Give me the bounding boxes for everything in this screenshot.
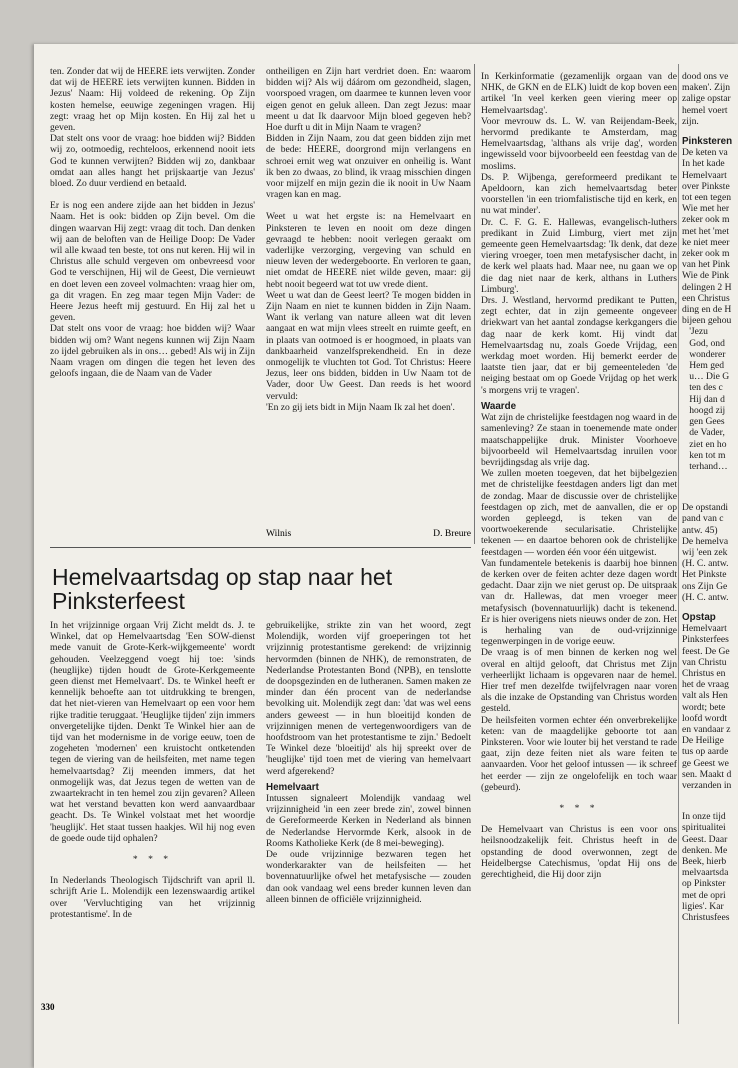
- page-number: 330: [41, 1002, 55, 1012]
- article-column-3: [481, 71, 677, 880]
- signature-place: Wilnis: [266, 528, 292, 539]
- cropped-line: ons Zijn Ge: [682, 580, 728, 592]
- article-column-4-cropped: [682, 71, 738, 923]
- paragraph: Dat stelt ons voor de vraag: hoe bidden wij? Waar bidden wij om? Want negens kunnen wij Zijn Naam zo ijdel gebruiken als in ons… gebed! Als wij in Zijn Naam vragen om dingen die tegen het leven des geloofs ingaan, die de Naam van de Vader: [50, 323, 255, 380]
- paragraph: Weet u wat dan de Geest leert? Te mogen bidden in Zijn Naam en niet te kunnen bidden in Zijn Naam. Want ik verlang van nature alleen wat dit leven aangaat en wat mijn vlees streelt en ruimte geeft, en in plaats van ootmoed is er hoogmoed, in plaats van dankbaarheid vanzelfsprekendheid. En in deze onmogelijk te vluchten tot God. Tot Christus: Heere Jezus, leer ons bidden, bidden in Uw Naam tot de Vader, door Uw Geest. Dan reeds is het woord vervuld:: [266, 289, 471, 402]
- cropped-line: Geest. Daar: [682, 833, 728, 845]
- cropped-line: In het kade: [682, 158, 725, 170]
- cropped-line: De Heilige: [682, 735, 724, 747]
- cropped-line: denken. Me: [682, 844, 728, 856]
- cropped-line: gen Gees: [682, 416, 725, 428]
- column-rule: [678, 64, 679, 1024]
- cropped-line: De keten va: [682, 147, 728, 159]
- paragraph: Bidden in Zijn Naam, zou dat geen bidden zijn met de bede: HEERE, doorgrond mijn verlangens en schroei ernit weg wat onzuiver en onheilig is. Want ik ben zo dwaas, zo blind, ik vraag misschien dingen voor mijzelf en mijn gezin die ik nooit in Uw Naam vragen kan en mag.: [266, 133, 471, 201]
- cropped-line: antw. 45): [682, 524, 718, 536]
- cropped-line: Hem ged: [682, 360, 725, 372]
- paragraph: In Nederlands Theologisch Tijdschrift van april ll. schrijft Arie L. Molendijk een lezenswaardig artikel over 'Vervluchtiging van het vrijzinnig protestantisme'. In de: [50, 875, 255, 920]
- cropped-line: bijeen gehou: [682, 315, 732, 327]
- section-divider: [50, 547, 471, 548]
- paragraph: De heilsfeiten vormen echter één onverbrekelijke keten: van de maagdelijke geboorte tot aan Pinksteren. Voor wie louter bij het verstand te rade gaat, zijn deze feiten niet als ware feiten te aanvaarden. Voor het geloof intussen — ik schreef het eerder — zijn ze ongelofelijk en toch waar (gebeurd).: [481, 714, 677, 793]
- paragraph: Dat stelt ons voor de vraag: hoe bidden wij? Bidden wij zo, ootmoedig, rechteloos, erkennend nooit iets God te kunnen verwijten? Bidden wij zo, dankbaar omdat aan alles hangt het prijskaartje van Jezus' bloed. Zo duur verdiend en betaald.: [50, 133, 255, 190]
- separator-stars: * * *: [559, 803, 599, 814]
- paragraph: Wat zijn de christelijke feestdagen nog waard in de samenleving? Ze staan in toenemende mate onder maatschappelijke druk. Minister Voorhoeve bijvoorbeeld wil Hemelvaartsdag inruilen voor bevrijdingsdag als vrije dag.: [481, 412, 677, 468]
- cropped-line: De opstandi: [682, 502, 729, 514]
- cropped-line: en vandaar z: [682, 723, 731, 735]
- cropped-line: Christus en: [682, 667, 726, 679]
- column-rule: [474, 64, 475, 544]
- cropped-line: In onze tijd: [682, 811, 726, 823]
- cropped-line: zeker ook m: [682, 248, 730, 260]
- cropped-line: het de vraag: [682, 679, 729, 691]
- subheading: Opstap: [682, 611, 716, 623]
- paragraph: Ds. P. Wijbenga, gereformeerd predikant te Apeldoorn, kan zich hemelvaartsdag beter voorstellen 'in een triomfalistische tijd en kerk, en nu wat minder'.: [481, 171, 677, 217]
- cropped-line: wordt; bete: [682, 701, 726, 713]
- paragraph: Dr. C. F. G. E. Hallewas, evangelisch-luthers predikant in Zuid Limburg, viert met zijn gemeente geen Hemelvaartsdag: 'Ik denk, dat deze viering vroeger, toen men metafysischer dacht, in de kerk wel plaats had. Maar nee, nu gaan we op die dag niet naar de kerk, althans in Luthers Limburg'.: [481, 216, 677, 295]
- article-column-5: [50, 620, 255, 920]
- cropped-line: loofd wordt: [682, 712, 728, 724]
- cropped-line: van Christu: [682, 656, 727, 668]
- paragraph: ontheiligen en Zijn hart verdriet doen. En: waarom bidden wij? Als wij dáárom om gezondheid, slagen, voorspoed vragen, om daarmee te kunnen leven voor eigen genot en geluk alleen. Dan zegt Jezus: maar meent u dat Ik daarvoor Mijn bloed gegeven heb? Hoe durft u dit in Mijn Naam te vragen?: [266, 66, 471, 134]
- cropped-line: (H. C. antw.: [682, 558, 729, 570]
- cropped-line: u… Die G: [682, 371, 730, 383]
- cropped-line: ten des c: [682, 382, 723, 394]
- cropped-line: ziet en ho: [682, 438, 727, 450]
- article-column-1: [50, 66, 255, 379]
- article-column-6: [266, 620, 471, 905]
- subheading: Pinksteren: [682, 136, 733, 148]
- cropped-line: met de opri: [682, 889, 726, 901]
- cropped-line: melvaartsda: [682, 867, 729, 879]
- cropped-line: een Christus: [682, 292, 730, 304]
- paragraph: De vraag is of men binnen de kerken nog wel overal en altijd gelooft, dat Christus met Zijn verheerlijkt lichaam is opgevaren naar de hemel. Hier tref men dezelfde twijfelvragen naar voren als die inzake de Opstanding van Christus worden gesteld.: [481, 647, 677, 715]
- cropped-line: van het Pink: [682, 259, 730, 271]
- paragraph: Intussen signaleert Molendijk vandaag wel vrijzinnigheid 'in een zeer brede zin', zowel binnen de Gereformeerde Kerken in Nederland als binnen de Nederlandse Hervormde Kerk, alsook in de Rooms Katholieke Kerk (de 8 mei-beweging).: [266, 793, 471, 849]
- cropped-line: hoogd zij: [682, 404, 726, 416]
- magazine-page: [34, 44, 738, 1068]
- cropped-line: God, ond: [682, 337, 725, 349]
- cropped-line: delingen 2 H: [682, 281, 732, 293]
- cropped-line: Christusfees: [682, 912, 730, 924]
- article-headline: Hemelvaartsdag op stap naar het Pinksterfeest: [52, 564, 393, 614]
- paragraph: De Hemelvaart van Christus is een voor ons heilsnoodzakelijk feit. Christus heeft in de opstanding de dood overwonnen, zegt de Heidelbergse Catechismus, 'opdat Hij ons de gerechtigheid, die Hij door zijn: [481, 824, 677, 881]
- cropped-line: 'Jezu: [682, 326, 708, 338]
- cropped-line: verzanden in: [682, 779, 732, 791]
- paragraph: Van fundamentele betekenis is daarbij hoe binnen de kerken over de feiten achter deze dagen wordt gedacht. Daar zijn we niet gerust op. De uitspraak van dr. Hallewas, dat men vroeger meer metafysisch (bovennatuurlijk) dacht is tekenend. Er is hier overigens niets nieuws onder de zon. Het is herhaling van de oud-vrijzinnige tegenwerpingen in de vorige eeuw.: [481, 557, 677, 648]
- cropped-line: (H. C. antw.: [682, 591, 729, 603]
- cropped-line: ke niet meer: [682, 236, 730, 248]
- cropped-line: hemel voert: [682, 104, 728, 116]
- cropped-column-content: [682, 71, 738, 923]
- cropped-line: Wie met her: [682, 203, 730, 215]
- cropped-line: tot een tegen: [682, 192, 732, 204]
- cropped-line: zijn.: [682, 115, 699, 127]
- cropped-line: de Vader,: [682, 427, 725, 439]
- cropped-line: Pinksterfees: [682, 634, 729, 646]
- cropped-line: ding en de H: [682, 304, 732, 316]
- paragraph: ten. Zonder dat wij de HEERE iets verwijten. Zonder dat wij de HEERE iets verwijten kunnen. Bidden in Jezus' Naam: Hij voldeed de rekening. Op Zijn kosten hemelse, eeuwige zegeningen vragen. Hij zegt: vraag het op Mijn kosten. En Hij zal het u geven.: [50, 66, 255, 134]
- cropped-line: Wie de Pink: [682, 270, 730, 282]
- cropped-line: ge Geest we: [682, 757, 729, 769]
- signature-author: D. Breure: [433, 528, 471, 539]
- signature: [266, 528, 471, 539]
- paragraph: In het vrijzinnige orgaan Vrij Zicht meldt ds. J. te Winkel, dat op Hemelvaartsdag 'Een SOW-dienst mede vanuit de Grote-Kerk-wijkgemeente' wordt gehouden. Veelzeggend voegt hij toe: 'sinds (heuglijke) tijden houdt de Grote-Kerkgemeente geen dienst met Hemelvaart'. Ds. te Winkel heeft er kennelijk behoefte aan tot uitdrukking te brengen, dat het niet-vieren van Hemelvaart op een voor hem rijke traditie teruggaat. 'Heuglijke tijden' zijn immers onvergetelijke tijden. Denkt Te Winkel hier aan de tijd van het modernisme in de vorige eeuw, toen de zogeheten 'modernen' een kruistocht ontketenden tegen de viering van de heilsfeiten, met name tegen hemelvaartsdag? Zij meenden immers, dat het onmogelijk was, dat Jezus tegen de wetten van de zwaartekracht in ten hemel zou zijn gevaren? Alleen wat het verstand bevatten kon werd aanvaardbaar geacht. Ds. Te Winkel volstaat met het woordje 'heuglijk'. Het staat tussen haakjes. Wil hij nog even de goede oude tijd ophalen?: [50, 620, 255, 844]
- cropped-line: Hemelvaart: [682, 169, 727, 181]
- paragraph: De oude vrijzinnige bezwaren tegen het wonderkarakter van de heilsfeiten — het bovennatuurlijke ofwel het metafysische — zouden dan ook vandaag wel eens breder kunnen leven dan alleen binnen de officiële vrijzinnigheid.: [266, 849, 471, 905]
- cropped-line: Het Pinkste: [682, 569, 727, 581]
- cropped-line: tus op aarde: [682, 746, 729, 758]
- cropped-line: Beek, hierb: [682, 856, 727, 867]
- cropped-line: op Pinkster: [682, 878, 726, 890]
- paragraph: gebruikelijke, strikte zin van het woord, zegt Molendijk, worden vijf groeperingen tot het vrijzinnig protestantisme gerekend: de vrijzinnig hervormden (binnen de NHK), de remonstraten, de Nederlandse Protestanten Bond (NPB), en tenslotte de doopsgezinden en de lutheranen. Samen maken ze minder dan één procent van de nederlandse bevolking uit. Molendijk zegt dan: 'dat was wel eens anders geweest — in hun bloeitijd konden de vrijzinnigen menen de vertegenwoordigers van de hoofdstroom van het protestantisme te zijn.' Bedoelt Te Winkel deze 'bloeitijd' als hij spreekt over de 'heuglijke' tijd toen met de viering van hemelvaart werd afgerekend?: [266, 620, 471, 777]
- cropped-line: pand van c: [682, 513, 724, 525]
- paragraph: 'En zo gij iets bidt in Mijn Naam Ik zal het doen'.: [266, 401, 455, 413]
- cropped-line: Hij dan d: [682, 393, 725, 405]
- paragraph: Voor mevrouw ds. L. W. van Reijendam-Beek, hervormd predikante te Amsterdam, mag Hemelvaartsdag, 'althans als vrije dag', worden ingewisseld voor bijvoorbeeld een feestdag van de moslims.: [481, 115, 677, 172]
- cropped-line: wij 'een zek: [682, 546, 728, 558]
- separator-stars: * * *: [132, 854, 173, 866]
- cropped-line: terhand…: [682, 460, 728, 472]
- cropped-line: sen. Maakt d: [682, 768, 732, 780]
- cropped-line: valt als Hen: [682, 690, 728, 702]
- paragraph: Weet u wat het ergste is: na Hemelvaart en Pinksteren te leven en nooit om deze dingen gevraagd te hebben: nooit verlegen geraakt om vaderlijke verzorging, vergeving van schuld en nieuw leven der wedergeboorte. En verloren te gaan, niet omdat de HEERE niet wilde geven, maar: gij hebt nooit begeerd wat tot uw vrede dient.: [266, 211, 471, 290]
- cropped-line: dood ons ve: [682, 71, 729, 82]
- cropped-line: over Pinkste: [682, 180, 730, 192]
- cropped-line: met het 'met: [682, 225, 730, 237]
- cropped-line: zalige opstar: [682, 93, 731, 105]
- cropped-line: ligies'. Kar: [682, 900, 724, 912]
- cropped-line: De hemelva: [682, 535, 729, 547]
- article-column-2: [266, 66, 471, 413]
- cropped-line: Hemelvaart: [682, 623, 727, 635]
- subheading: Hemelvaart: [266, 781, 319, 793]
- paragraph: Drs. J. Westland, hervormd predikant te Putten, zegt echter, dat in zijn gemeente ongeveer driekwart van het aantal zondagse kerkgangers die dag naar de kerk komt. Hij vindt dat Hemelvaartsdag nu, zoals Goede Vrijdag, een werkdag moet worden. Hij bemerkt eerder de laatste tien jaar, dat er bij gemeenteleden 'de neiging bestaat om op Goede Vrijdag op het werk 's morgens vrij te vragen'.: [481, 295, 677, 396]
- cropped-line: feest. De Ge: [682, 645, 730, 657]
- subheading: Waarde: [481, 400, 517, 412]
- cropped-line: zeker ook m: [682, 214, 730, 226]
- cropped-line: ken tot m: [682, 449, 726, 461]
- paragraph: In Kerkinformatie (gezamenlijk orgaan van de NHK, de GKN en de ELK) luidt de kop boven een artikel 'In veel kerken geen viering meer op Hemelvaartsdag'.: [481, 71, 677, 116]
- cropped-line: wonderer: [682, 348, 726, 360]
- cropped-line: spiritualitei: [682, 822, 726, 834]
- paragraph: We zullen moeten toegeven, dat het bijbelgezien met de christelijke feestdagen anders ligt dan met de zondag. Maar de discussie over de christelijke feestdagen op zich, met de aanvallen, die er op worden gepleegd, is teken van de voortwoekerende secularisatie. Christelijke tekenen — en daartoe behoren ook de christelijke feestdagen — worden één voor één uitgewist.: [481, 468, 677, 558]
- paragraph: Er is nog een andere zijde aan het bidden in Jezus' Naam. Het is ook: bidden op Zijn bevel. Om die dingen waarvan Hij zegt: vraag dit toch. Dan denken wij aan de beloften van de Heilige Doop: De Vader wil alle kwaad ten beste, tot ons nut keren. Hij wil in Christus alle schuld vergeven om onbevreesd voor God te verschijnen, Hij wil de Geest, Die vernieuwt en doet leven een zoveel volmachten: vraag hier om, ga dit vragen. En zeg maar tegen Mijn Vader: de Heere Jezus heeft mij gestuurd. En Hij zal het u geven.: [50, 200, 255, 324]
- cropped-line: maken'. Zijn: [682, 82, 731, 94]
